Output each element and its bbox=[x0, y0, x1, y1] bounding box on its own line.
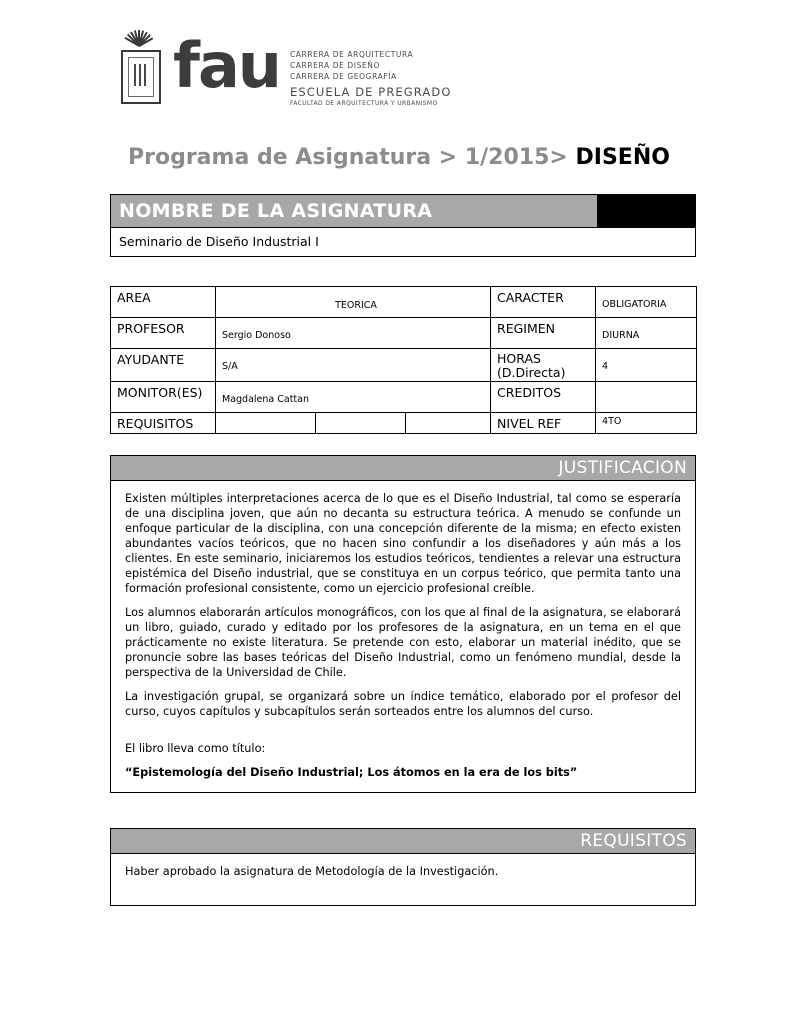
profesor-value: Sergio Donoso bbox=[222, 330, 291, 341]
cell-caracter-label bbox=[491, 287, 596, 318]
subject-name-value: Seminario de Diseño Industrial I bbox=[111, 227, 695, 256]
justificacion-body bbox=[110, 481, 696, 793]
area-value: TEORICA bbox=[335, 300, 377, 311]
logo-line-facultad: FACULTAD DE ARQUITECTURA Y URBANISMO bbox=[289, 100, 438, 108]
justificacion-header bbox=[110, 455, 696, 481]
nivel-ref-value: 4TO bbox=[602, 415, 622, 427]
page-title bbox=[128, 145, 670, 170]
cell-requisitos-blank-3 bbox=[406, 412, 491, 433]
horas-value: 4 bbox=[602, 361, 609, 372]
ayudante-value: S/A bbox=[222, 361, 238, 372]
table-row bbox=[111, 381, 697, 412]
subject-name-band bbox=[111, 195, 695, 227]
cell-creditos-label bbox=[491, 381, 596, 412]
logo-wordmark: fau bbox=[173, 29, 280, 102]
creditos-value bbox=[596, 382, 696, 394]
cell-monitor-label bbox=[111, 381, 216, 412]
cell-ayudante-value bbox=[216, 349, 491, 382]
requisitos-header bbox=[110, 828, 696, 854]
subject-name-heading: NOMBRE DE LA ASIGNATURA bbox=[119, 200, 433, 222]
crest-shield-icon bbox=[121, 50, 161, 104]
cell-area-value bbox=[216, 287, 491, 318]
book-intro-text: El libro lleva como título: bbox=[125, 742, 266, 756]
cell-caracter-value bbox=[596, 287, 697, 318]
horas-label bbox=[491, 349, 595, 381]
creditos-label: CREDITOS bbox=[497, 384, 562, 400]
subject-name-block bbox=[110, 194, 696, 257]
cell-requisitos-blank-1 bbox=[216, 412, 316, 433]
cell-requisitos-label bbox=[111, 412, 216, 433]
course-info-table bbox=[110, 286, 697, 434]
regimen-value: DIURNA bbox=[602, 330, 640, 341]
justificacion-paragraph-2: Los alumnos elaborarán artículos monográficos, con los que al final de la asignatura, se elaborará un libro, guiado, curado y editado por los profesores de la asignatura, en un tema en el que prácticamente no existe literatura. Se pretende con esto, elaborar un material inédito, que se pronuncie sobre las bases teóricas del Diseño Industrial, como un fenómeno mundial, desde la perspectiva de la Universidad de Chile. bbox=[125, 606, 681, 680]
justificacion-heading: JUSTIFICACION bbox=[558, 458, 687, 478]
cell-requisitos-blank-2 bbox=[316, 412, 406, 433]
requisitos-body bbox=[110, 854, 696, 906]
caracter-value: OBLIGATORIA bbox=[602, 299, 667, 310]
area-label: AREA bbox=[117, 290, 151, 305]
cell-monitor-value bbox=[216, 381, 491, 412]
justificacion-paragraph-3: La investigación grupal, se organizará sobre un índice temático, elaborado por el profesor del curso, cuyos capítulos y subcapítulos serán sorteados entre los alumnos del curso. bbox=[125, 690, 681, 719]
logo-line-geografia: CARRERA DE GEOGRAFÍA bbox=[289, 71, 397, 81]
monitor-value: Magdalena Cattan bbox=[222, 393, 309, 405]
monitor-label: MONITOR(ES) bbox=[117, 384, 203, 400]
ayudante-label: AYUDANTE bbox=[117, 352, 185, 367]
table-row bbox=[111, 318, 697, 349]
justificacion-section bbox=[110, 455, 696, 793]
requisitos-text: Haber aprobado la asignatura de Metodología de la Investigación. bbox=[125, 865, 499, 878]
requisitos-heading: REQUISITOS bbox=[580, 831, 687, 851]
page-title-highlight: DISEÑO bbox=[575, 145, 670, 170]
table-row bbox=[111, 349, 697, 382]
regimen-label: REGIMEN bbox=[497, 321, 556, 336]
justificacion-paragraph-1: Existen múltiples interpretaciones acerca de lo que es el Diseño Industrial, tal como se esperaría de una disciplina joven, que aún no decanta su estructura teórica. A menudo se confunde un enfoque particular de la disciplina, con una concepción diferente de la misma; en efecto existen abundantes vacíos teóricos, que no hacen sino confundir a los diseñadores y aún más a los clientes. En este seminario, iniciaremos los estudios teóricos, tendientes a relevar una estructura epistémica del Diseño industrial, que se constituya en un corpus teórico, que permita tanto una formación profesional consistente, como un ejercicio profesional creíble. bbox=[125, 492, 681, 596]
cell-ayudante-label bbox=[111, 349, 216, 382]
cell-regimen-label bbox=[491, 318, 596, 349]
cell-horas-label bbox=[491, 349, 596, 382]
horas-label-line1: HORAS bbox=[497, 351, 541, 366]
logo-subtitle-lines bbox=[290, 50, 452, 108]
fau-crest-icon bbox=[113, 28, 169, 108]
cell-profesor-value bbox=[216, 318, 491, 349]
caracter-label: CARACTER bbox=[497, 290, 564, 305]
cell-regimen-value bbox=[596, 318, 697, 349]
requisitos-section bbox=[110, 828, 696, 906]
subject-name-band-grey bbox=[111, 195, 597, 227]
logo-text-group bbox=[173, 28, 452, 108]
logo-line-escuela: ESCUELA DE PREGRADO bbox=[289, 84, 452, 99]
table-row bbox=[111, 412, 697, 433]
cell-nivel-ref-value bbox=[596, 412, 697, 433]
book-title-text: “Epistemología del Diseño Industrial; Los átomos en la era de los bits” bbox=[125, 766, 578, 780]
profesor-label: PROFESOR bbox=[117, 321, 185, 336]
cell-profesor-label bbox=[111, 318, 216, 349]
cell-nivel-ref-label bbox=[491, 412, 596, 433]
horas-label-line2: (D.Directa) bbox=[497, 365, 566, 381]
nivel-ref-label: NIVEL REF bbox=[497, 415, 562, 431]
requisitos-row-label: REQUISITOS bbox=[117, 415, 194, 431]
cell-horas-value bbox=[596, 349, 697, 382]
logo-line-diseno: CARRERA DE DISEÑO bbox=[289, 60, 381, 70]
cell-area-label bbox=[111, 287, 216, 318]
cell-creditos-value bbox=[596, 381, 697, 412]
page-title-prefix: Programa de Asignatura > 1/2015> bbox=[128, 145, 576, 170]
table-row bbox=[111, 287, 697, 318]
fau-logo bbox=[113, 28, 452, 108]
logo-line-arquitectura: CARRERA DE ARQUITECTURA bbox=[289, 50, 414, 59]
